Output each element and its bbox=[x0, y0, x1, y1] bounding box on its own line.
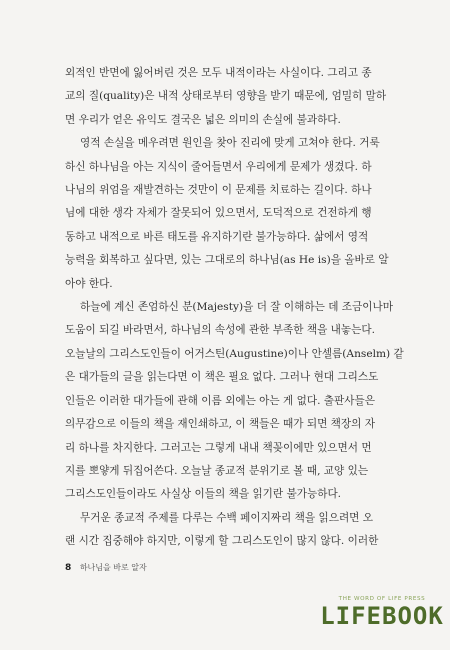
text-line: 인들은 이러한 대가들에 관해 이름 외에는 아는 게 없다. 출판사들은 bbox=[65, 394, 375, 407]
text-line: 그리스도인들이라도 사실상 이들의 책을 읽기란 불가능하다. bbox=[65, 488, 342, 501]
page-footer bbox=[65, 562, 147, 573]
watermark-tagline: THE WORD OF LIFE PRESS bbox=[338, 596, 426, 602]
text-line: 하늘에 계신 존엄하신 분(Majesty)을 더 잘 이해하는 데 조금이나마 bbox=[80, 301, 393, 314]
text-line: 하신 하나님을 아는 지식이 줄어들면서 우리에게 문제가 생겼다. 하 bbox=[65, 160, 372, 173]
text-line: 능력을 회복하고 싶다면, 있는 그대로의 하나님(as He is)을 올바로 알 bbox=[65, 254, 389, 267]
text-line: 지를 뽀얗게 뒤집어쓴다. 오늘날 종교적 분위기로 볼 때, 교양 있는 bbox=[65, 464, 369, 477]
text-line: 무거운 종교적 주제를 다루는 수백 페이지짜리 책을 읽으려면 오 bbox=[80, 511, 374, 524]
page-number: 8 bbox=[65, 563, 72, 573]
publisher-watermark bbox=[320, 588, 444, 644]
text-line: 의무감으로 이들의 책을 재인쇄하고, 이 책들은 때가 되면 책장의 자 bbox=[65, 418, 375, 431]
watermark-brand: LIFEBOOK bbox=[320, 602, 444, 630]
running-title: 하나님을 바로 알자 bbox=[79, 563, 147, 572]
text-line: 도움이 되길 바라면서, 하나님의 속성에 관한 부족한 책을 내놓는다. bbox=[65, 324, 375, 337]
text-line: 영적 손실을 메우려면 원인을 찾아 진리에 맞게 고쳐야 한다. 거룩 bbox=[80, 137, 380, 150]
paragraph bbox=[65, 132, 390, 296]
text-line: 면 우리가 얻은 유익도 결국은 넓은 의미의 손실에 불과하다. bbox=[65, 113, 341, 126]
text-line: 리 하나를 차지한다. 그러고는 그렇게 내내 책꽂이에만 있으면서 먼 bbox=[65, 441, 372, 454]
text-line: 나님의 위엄을 재발견하는 것만이 이 문제를 치료하는 길이다. 하나 bbox=[65, 184, 372, 197]
text-line: 오늘날의 그리스도인들이 어거스틴(Augustine)이나 안셀름(Anselm) 같 bbox=[65, 347, 404, 360]
paragraph bbox=[65, 507, 390, 554]
text-line: 은 대가들의 글을 읽는다면 이 책은 필요 없다. 그러나 현대 그리스도 bbox=[65, 371, 379, 384]
text-line: 랜 시간 집중해야 하지만, 이렇게 할 그리스도인이 많지 않다. 이러한 bbox=[65, 535, 379, 548]
paragraph bbox=[65, 296, 404, 507]
text-line: 동하고 내적으로 바른 태도를 유지하기란 불가능하다. 삶에서 영적 bbox=[65, 230, 369, 243]
paragraph bbox=[65, 62, 390, 132]
text-line: 님에 대한 생각 자체가 잘못되어 있으면서, 도덕적으로 건전하게 행 bbox=[65, 207, 372, 220]
text-line: 교의 질(quality)은 내적 상태로부터 영향을 받기 때문에, 엄밀히 말하 bbox=[65, 90, 387, 103]
body-text bbox=[65, 62, 404, 554]
text-line: 아야 한다. bbox=[65, 277, 113, 290]
text-line: 외적인 반면에 잃어버린 것은 모두 내적이라는 사실이다. 그리고 종 bbox=[65, 67, 372, 79]
